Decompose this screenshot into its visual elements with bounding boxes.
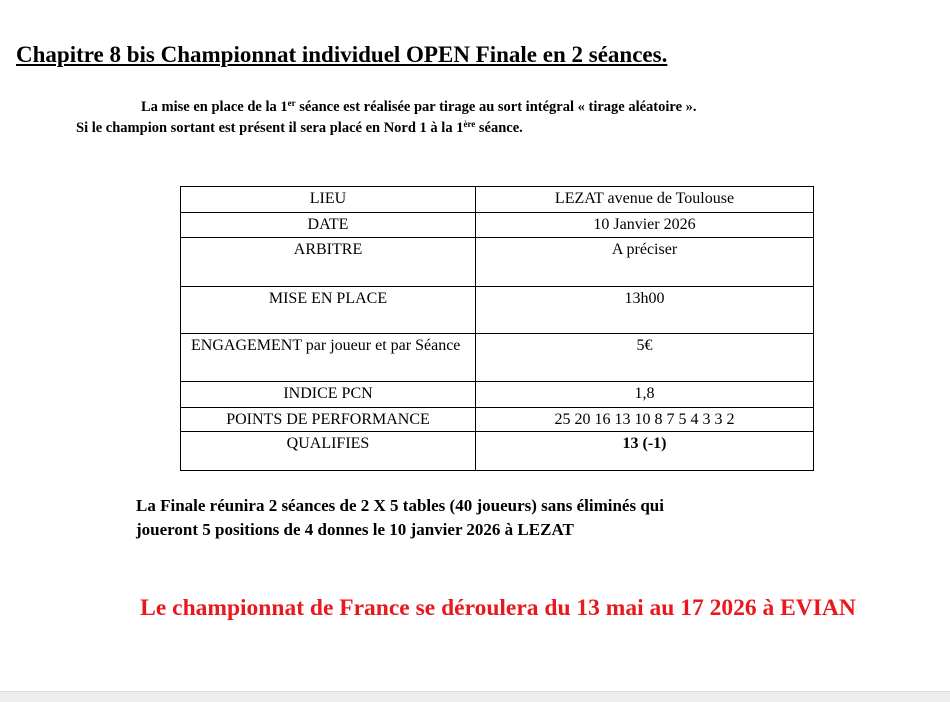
- intro-line-1-start: La mise en place de la 1: [141, 99, 288, 115]
- table-row-date: [181, 213, 814, 238]
- intro-line-1-end: séance est réalisée par tirage au sort intégral « tirage aléatoire ».: [295, 99, 697, 115]
- table-value-date: 10 Janvier 2026: [476, 213, 814, 238]
- table-value-arbitre: A préciser: [476, 238, 814, 287]
- table-row-arbitre: [181, 238, 814, 287]
- table-row-lieu: [181, 187, 814, 213]
- table-value-engagement: 5€: [476, 334, 814, 382]
- table-label-arbitre: ARBITRE: [181, 238, 476, 287]
- finale-line-1: La Finale réunira 2 séances de 2 X 5 tables (40 joueurs) sans éliminés qui: [136, 496, 664, 515]
- championnat-announcement: Le championnat de France se déroulera du 13 mai au 17 2026 à EVIAN: [140, 595, 856, 621]
- table-label-lieu: LIEU: [181, 187, 476, 213]
- table-label-date: DATE: [181, 213, 476, 238]
- finale-paragraph: [136, 494, 816, 542]
- finale-line-2: joueront 5 positions de 4 donnes le 10 janvier 2026 à LEZAT: [136, 520, 574, 539]
- horizontal-scrollbar-track[interactable]: [0, 691, 950, 702]
- page-title: Chapitre 8 bis Championnat individuel OPEN Finale en 2 séances.: [16, 42, 668, 67]
- intro-line-1: [141, 99, 697, 116]
- table-row-mise-en-place: [181, 287, 814, 334]
- intro-line-2: [76, 120, 523, 137]
- table-row-points-performance: [181, 408, 814, 432]
- table-value-lieu: LEZAT avenue de Toulouse: [476, 187, 814, 213]
- intro-line-2-end: séance.: [475, 120, 523, 136]
- table-row-indice-pcn: [181, 382, 814, 408]
- table-value-qualifies: 13 (-1): [476, 432, 814, 471]
- table-value-points-performance: 25 20 16 13 10 8 7 5 4 3 3 2: [476, 408, 814, 432]
- intro-line-2-superscript: ère: [463, 119, 476, 129]
- intro-line-2-start: Si le champion sortant est présent il sera placé en Nord 1 à la 1: [76, 120, 464, 136]
- table-label-points-performance: POINTS DE PERFORMANCE: [181, 408, 476, 432]
- intro-line-1-superscript: er: [287, 98, 296, 108]
- table-label-engagement: ENGAGEMENT par joueur et par Séance: [181, 334, 476, 382]
- table-row-qualifies: [181, 432, 814, 471]
- table-value-indice-pcn: 1,8: [476, 382, 814, 408]
- table-value-mise-en-place: 13h00: [476, 287, 814, 334]
- table-label-indice-pcn: INDICE PCN: [181, 382, 476, 408]
- table-row-engagement: [181, 334, 814, 382]
- table-label-qualifies: QUALIFIES: [181, 432, 476, 471]
- info-table: [180, 186, 814, 471]
- table-label-mise-en-place: MISE EN PLACE: [181, 287, 476, 334]
